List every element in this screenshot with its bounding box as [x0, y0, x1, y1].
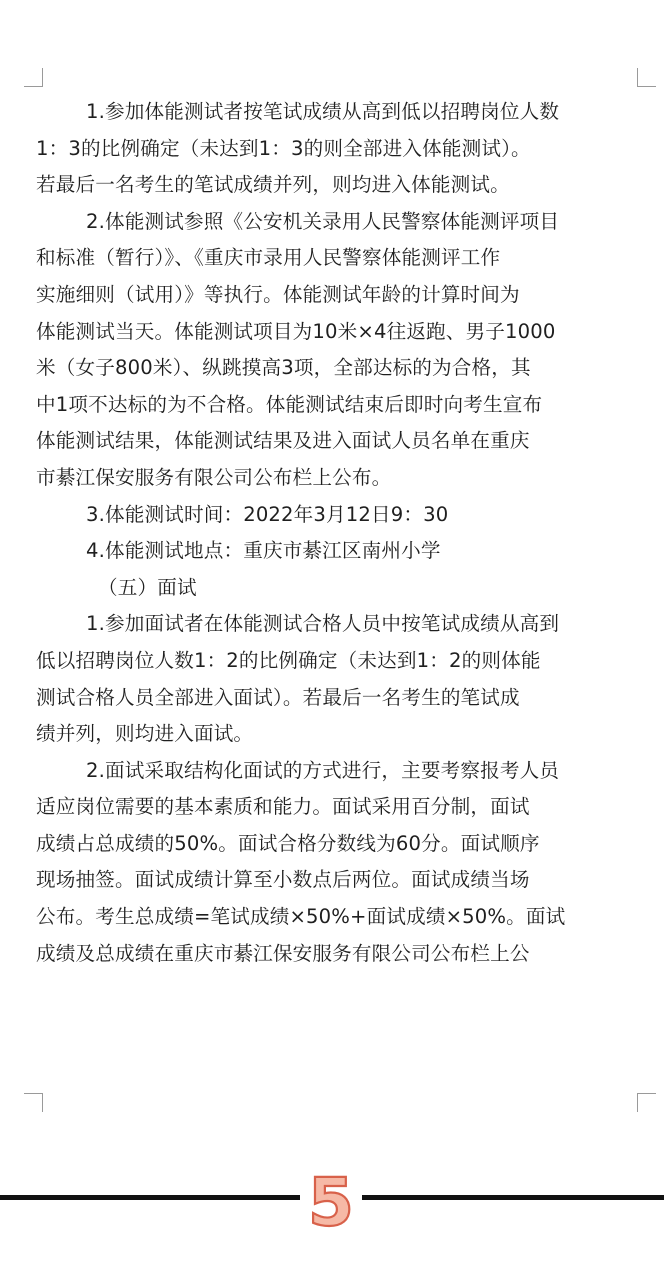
text-line: 成绩占总成绩的50%。面试合格分数线为60分。面试顺序	[36, 831, 540, 855]
crop-mark-top-left	[24, 68, 43, 87]
text-line: 低以招聘岗位人数1：2的比例确定（未达到1：2的则体能	[36, 648, 541, 672]
text-line: 体能测试结果，体能测试结果及进入面试人员名单在重庆	[36, 429, 530, 453]
crop-mark-top-right	[637, 68, 656, 87]
text-line: 2.面试采取结构化面试的方式进行，主要考察报考人员	[86, 758, 560, 782]
crop-mark-bottom-left	[24, 1093, 43, 1112]
text-line: 适应岗位需要的基本素质和能力。面试采用百分制，面试	[36, 795, 530, 819]
text-line: 实施细则（试用）》等执行。体能测试年龄的计算时间为	[36, 282, 520, 306]
text-line: 体能测试当天。体能测试项目为10米×4往返跑、男子1000	[36, 319, 556, 343]
crop-mark-bottom-right	[637, 1093, 656, 1112]
page-separator-left	[0, 1195, 300, 1200]
text-line: 现场抽签。面试成绩计算至小数点后两位。面试成绩当场	[36, 868, 530, 892]
text-line: 2.体能测试参照《公安机关录用人民警察体能测评项目	[86, 209, 560, 233]
text-line: 3.体能测试时间：2022年3月12日9：30	[86, 502, 449, 526]
page-number: 5	[308, 1170, 354, 1234]
text-line: 公布。考生总成绩=笔试成绩×50%+面试成绩×50%。面试	[36, 905, 566, 929]
text-line: 中1项不达标的为不合格。体能测试结束后即时向考生宣布	[36, 392, 543, 416]
text-line: 市綦江保安服务有限公司公布栏上公布。	[36, 465, 392, 489]
text-line: 米（女子800米）、纵跳摸高3项，全部达标的为合格，其	[36, 356, 531, 380]
page-number-badge	[302, 1170, 360, 1234]
text-line: 和标准（暂行）》、《重庆市录用人民警察体能测评工作	[36, 246, 501, 270]
text-line: 成绩及总成绩在重庆市綦江保安服务有限公司公布栏上公	[36, 941, 530, 965]
text-line: 1.参加体能测试者按笔试成绩从高到低以招聘岗位人数	[86, 100, 560, 123]
text-line: 1.参加面试者在体能测试合格人员中按笔试成绩从高到	[86, 612, 560, 636]
text-line: 绩并列，则均进入面试。	[36, 722, 254, 746]
document-body	[36, 94, 640, 972]
text-line: 1：3的比例确定（未达到1：3的则全部进入体能测试）。	[36, 136, 531, 160]
text-line: 测试合格人员全部进入面试）。若最后一名考生的笔试成	[36, 685, 520, 709]
text-line: 若最后一名考生的笔试成绩并列，则均进入体能测试。	[36, 173, 510, 197]
text-line: 4.体能测试地点：重庆市綦江区南州小学	[86, 539, 441, 563]
page-separator-right	[362, 1195, 664, 1200]
text-line: （五）面试	[98, 575, 197, 599]
